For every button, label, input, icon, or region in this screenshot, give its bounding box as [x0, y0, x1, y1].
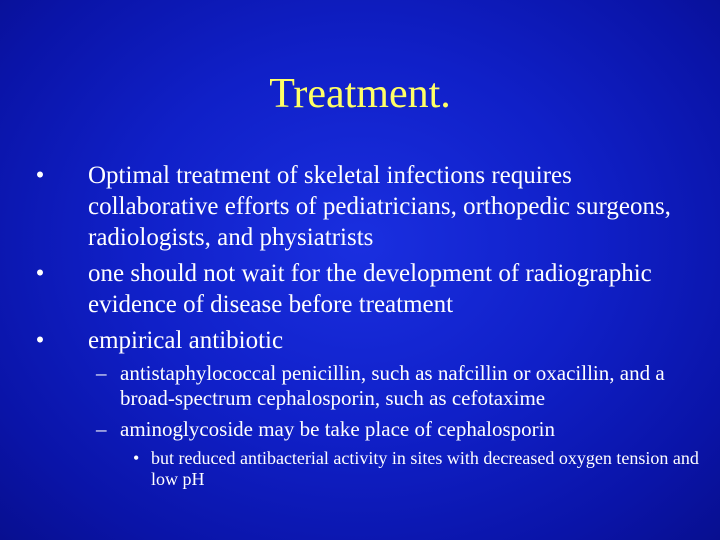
bullet-icon: •	[133, 448, 140, 468]
sub-bullet-item-2	[30, 417, 700, 442]
bullet-text-2: one should not wait for the development of radiographic evidence of disease before treatment	[88, 260, 652, 318]
slide-content	[30, 160, 700, 490]
bullet-icon: •	[35, 260, 45, 287]
dash-icon: –	[96, 361, 107, 385]
bullet-item-2	[30, 258, 700, 320]
bullet-text-1: Optimal treatment of skeletal infections requires collaborative efforts of pediatricians, orthopedic surgeons, radiologists, and physiatrists	[88, 162, 671, 251]
sub-sub-bullet-text-1: but reduced antibacterial activity in sites with decreased oxygen tension and low pH	[151, 448, 699, 489]
bullet-item-3	[30, 325, 700, 356]
sub-bullet-item-1	[30, 361, 700, 411]
bullet-text-3: empirical antibiotic	[88, 327, 284, 354]
bullet-icon: •	[35, 327, 45, 354]
sub-sub-bullet-item-1	[30, 448, 700, 490]
sub-bullet-text-1: antistaphylococcal penicillin, such as nafcillin or oxacillin, and a broad-spectrum cephalosporin, such as cefotaxime	[120, 361, 665, 410]
sub-bullet-list	[30, 361, 700, 490]
dash-icon: –	[96, 417, 107, 441]
bullet-item-1	[30, 160, 700, 253]
bullet-icon: •	[35, 162, 45, 189]
sub-bullet-text-2: aminoglycoside may be take place of cephalosporin	[120, 417, 556, 441]
slide-title: Treatment.	[269, 71, 451, 117]
